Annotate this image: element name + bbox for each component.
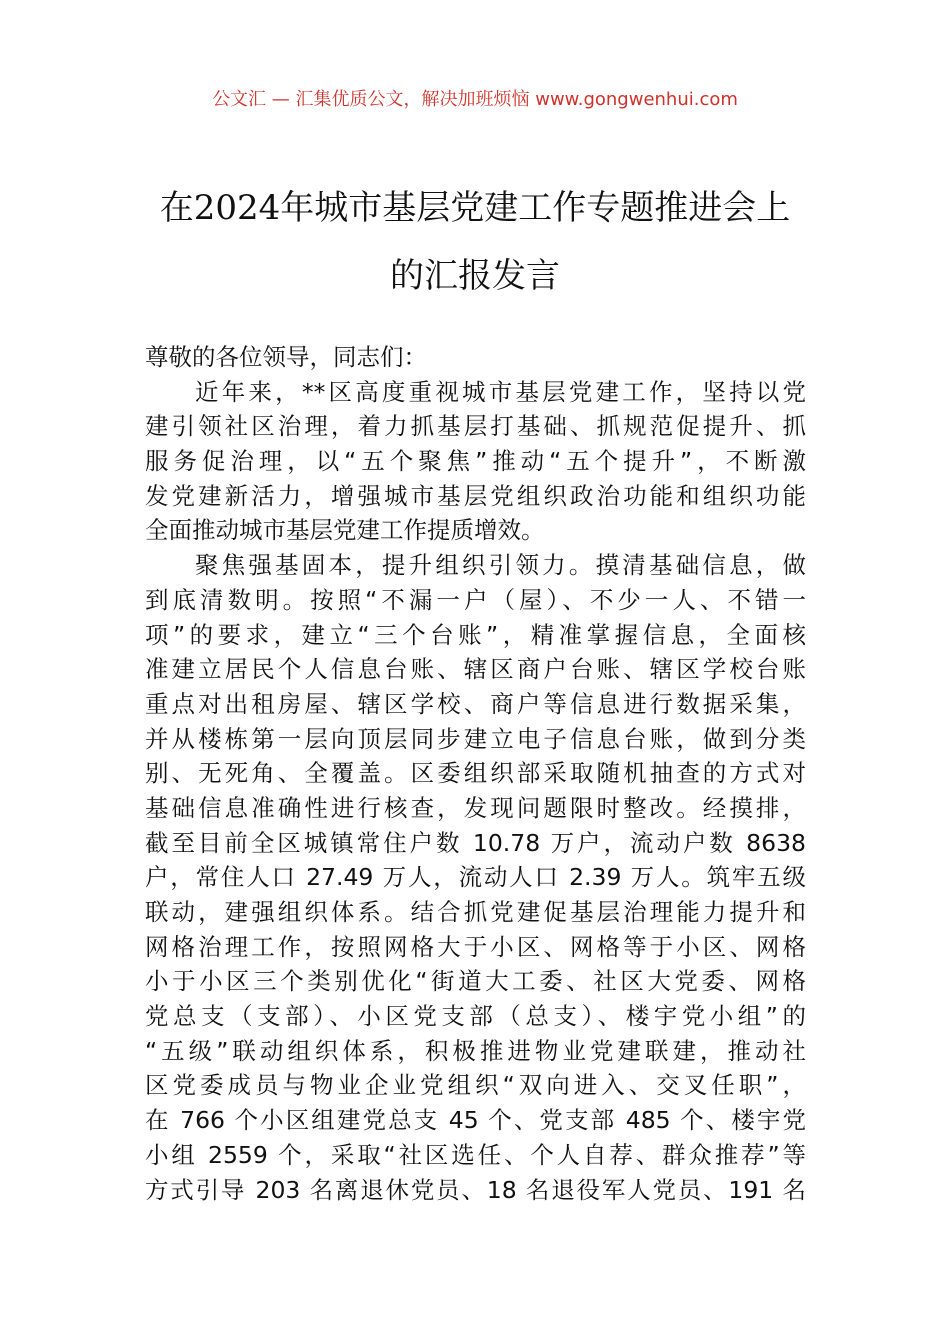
paragraph-line: 方式引导 203 名离退休党员、18 名退役军人党员、191 名 (145, 1175, 806, 1204)
paragraph-line: 全面推动城市基层党建工作提质增效。 (145, 516, 545, 545)
paragraph-line: 别、无死角、全覆盖。区委组织部采取随机抽查的方式对 (145, 759, 806, 788)
paragraph-line: 服务促治理，以“五个聚焦”推动“五个提升”，不断激 (145, 447, 806, 476)
watermark-banner: 公文汇 — 汇集优质公文，解决加班烦恼 www.gongwenhui.com (212, 89, 738, 110)
paragraph-line: 建引领社区治理，着力抓基层打基础、抓规范促提升、抓 (145, 412, 806, 441)
paragraph-line: 到底清数明。按照“不漏一户（屋）、不少一人、不错一 (145, 585, 806, 614)
paragraph-line: 在 766 个小区组建党总支 45 个、党支部 485 个、楼宇党 (145, 1106, 806, 1135)
paragraph-line: 小于小区三个类别优化“街道大工委、社区大党委、网格 (145, 967, 806, 996)
paragraph-line: 党总支（支部）、小区党支部（总支）、楼宇党小组”的 (145, 1002, 806, 1031)
paragraph-line: 项”的要求，建立“三个台账”，精准掌握信息，全面核 (145, 620, 806, 649)
paragraph-line: 截至目前全区城镇常住户数 10.78 万户，流动户数 8638 (145, 828, 806, 857)
paragraph-line: 网格治理工作，按照网格大于小区、网格等于小区、网格 (145, 932, 806, 961)
paragraph-line: 准建立居民个人信息台账、辖区商户台账、辖区学校台账 (145, 655, 806, 684)
paragraph (145, 375, 806, 548)
salutation: 尊敬的各位领导，同志们： (145, 343, 427, 371)
paragraph-line: 联动，建强组织体系。结合抓党建促基层治理能力提升和 (145, 898, 806, 926)
paragraph-line: 区党委成员与物业企业党组织“双向进入、交叉任职”， (145, 1071, 806, 1100)
paragraph-line: 发党建新活力，增强城市基层党组织政治功能和组织功能 (145, 481, 806, 510)
paragraph-line: 基础信息准确性进行核查，发现问题限时整改。经摸排， (145, 793, 806, 822)
paragraph-line: 近年来，**区高度重视城市基层党建工作，坚持以党 (195, 377, 806, 406)
paragraph-line: 并从楼栋第一层向顶层同步建立电子信息台账，做到分类 (145, 724, 806, 753)
document-title-line-2: 的汇报发言 (390, 256, 560, 296)
paragraph-line: 户，常住人口 27.49 万人，流动人口 2.39 万人。筑牢五级 (145, 863, 806, 892)
document-body (145, 340, 806, 1207)
paragraph-line: 小组 2559 个，采取“社区选任、个人自荐、群众推荐”等 (145, 1140, 806, 1169)
paragraph (145, 548, 806, 1207)
paragraph-line: 聚焦强基固本，提升组织引领力。摸清基础信息，做 (195, 551, 806, 580)
paragraph-line: 重点对出租房屋、辖区学校、商户等信息进行数据采集， (145, 689, 806, 718)
document-title-line-1: 在2024年城市基层党建工作专题推进会上 (159, 188, 791, 228)
paragraph-line: “五级”联动组织体系，积极推进物业党建联建，推动社 (145, 1036, 806, 1065)
